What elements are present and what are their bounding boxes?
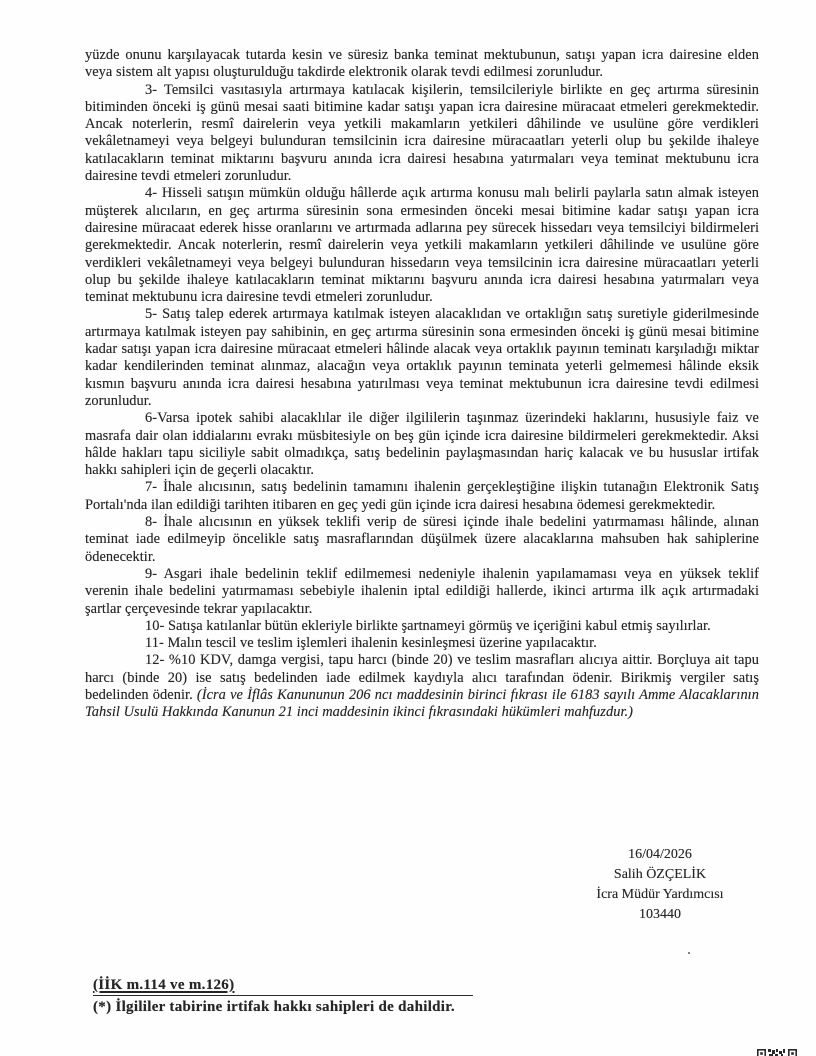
- signatory-title: İcra Müdür Yardımcısı: [596, 887, 724, 902]
- footnote-separator-line: [93, 995, 473, 996]
- signature-date: 16/04/2026: [628, 847, 692, 862]
- numbered-paragraph-7: 7- İhale alıcısının, satış bedelinin tamamını ihalenin gerçekleştiğine ilişkin tutanağın Elektronik Satış Portalı'nda ilan edildiği tarihten itibaren en geç yedi gün içinde icra dairesi hesabına ödemesi gerekmektedir.: [85, 479, 759, 513]
- footnotes: [93, 977, 473, 1015]
- numbered-paragraph-12: [85, 652, 759, 721]
- footnote-law-reference: (İİK m.114 ve m.126): [93, 977, 235, 993]
- numbered-paragraph-5: 5- Satış talep ederek artırmaya katılmak isteyen alacaklıdan ve ortaklığın satış suretiyle giderilmesinde artırmaya katılmak isteyen pay sahibinin, en geç artırma süresinin sona ermesinden önceki iş günü mesai bitimine kadar satışı yapan icra dairesine müracaat etmeleri hâlinde alacak veya ortaklık payının teminatı karşıladığı miktar kadar kendilerinden teminat alınmaz, alacağın veya ortaklık payının teminata yeterli gelmemesi hâlinde eksik kısmın başvuru anında icra dairesi hesabına yatırılması veya teminat mektubunun icra dairesine tevdi edilmesi zorunludur.: [85, 306, 759, 409]
- document-body: [85, 47, 759, 722]
- partial-qr-code-graphic: [757, 1049, 797, 1056]
- signature-block: [520, 845, 800, 925]
- footnote-note: (*) İlgililer tabirine irtifak hakkı sahipleri de dahildir.: [93, 999, 455, 1015]
- numbered-paragraph-8: 8- İhale alıcısının en yüksek teklifi verip de süresi içinde ihale bedelini yatırmaması hâlinde, alınan teminat iade edilmeyip öncelikle satış masraflarından düşülmek üzere alacaklarına mahsuben hak sahiplerine ödenecektir.: [85, 514, 759, 565]
- numbered-paragraph-4: 4- Hisseli satışın mümkün olduğu hâllerde açık artırma konusu malı belirli paylarla satın almak isteyen müşterek alıcıların, en geç artırma süresinin sona ermesinden önceki mesai bitimine kadar satışı yapan icra dairesine müracaat ederek hisse oranlarını ve artırmada adlarına pey sürecek hissedarı veya temsilciyi bildirmeleri gerekmektedir. Ancak noterlerin, resmî dairelerin veya yetkili makamların yetkileri dâhilinde ve usulüne göre verdikleri vekâletnameyi veya belgeyi bulunduran hissedarın veya temsilcinin icra dairesine müracaatları yeterli olup bu şekilde ihaleye katılacakların teminat miktarını başvuru anında icra dairesi hesabına yatırmaları veya teminat mektubunu icra dairesine tevdi etmeleri zorunludur.: [85, 185, 759, 306]
- qr-code-icon: [757, 1049, 797, 1056]
- numbered-paragraph-11: 11- Malın tescil ve teslim işlemleri ihalenin kesinleşmesi üzerine yapılacaktır.: [145, 635, 597, 652]
- signatory-registry-number: 103440: [639, 907, 681, 922]
- signatory-name: Salih ÖZÇELİK: [613, 867, 707, 882]
- numbered-paragraph-9: 9- Asgari ihale bedelinin teklif edilmemesi nedeniyle ihalenin yapılamaması veya en yüksek teklif verenin ihale bedelini yatırmaması sebebiyle ihalenin iptal edildiği hallerde, ikinci artırma ilk açık artırmadaki şartlar çerçevesinde tekrar yapılacaktır.: [85, 565, 759, 617]
- paragraph-12-law-reference: (İcra ve İflâs Kanununun 206 ncı maddesinin birinci fıkrası ile 6183 sayılı Amme Alacaklarının Tahsil Usulü Hakkında Kanunun 21 inci maddesinin ikinci fıkrasındaki hükümleri mahfuzdur.): [85, 686, 759, 721]
- paragraph-12-text: 12- %10 KDV, damga vergisi, tapu harcı (binde 20) ve teslim masrafları alıcıya aittir. Borçluya ait tapu harcı (binde 20) ise satış bedelinden iade edilmek kaydıyla alıcı tarafından ödenir. Birikmiş vergiler satış bedelinden ödenir.: [85, 652, 759, 703]
- numbered-paragraph-3: 3- Temsilci vasıtasıyla artırmaya katılacak kişilerin, temsilcileriyle birlikte en geç artırma süresinin bitiminden önceki iş günü mesai saati bitimine kadar satışı yapan icra dairesine müracaat etmeleri gerekmektedir. Ancak noterlerin, resmî dairelerin veya yetkili makamların yetkileri dâhilinde ve usulüne göre verdikleri vekâletnameyi veya belgeyi bulunduran temsilcinin icra dairesine müracaatları yeterli olup bu şekilde ihaleye katılacakların teminat miktarını başvuru anında icra dairesi hesabına yatırmaları veya teminat mektubunu icra dairesine tevdi etmeleri zorunludur.: [85, 81, 759, 185]
- numbered-paragraph-10: 10- Satışa katılanlar bütün ekleriyle birlikte şartnameyi görmüş ve içeriğini kabul etmiş sayılırlar.: [145, 617, 711, 634]
- scan-speck-artifact: [688, 952, 690, 954]
- numbered-paragraph-6: 6-Varsa ipotek sahibi alacaklılar ile diğer ilgililerin taşınmaz üzerindeki haklarını, hususiyle faiz ve masrafa dair olan iddialarını evrakı müsbitesiyle on beş gün içinde icra dairesine bildirmeleri gerekmektedir. Aksi hâlde hakları tapu siciliyle sabit olmadıkça, satış bedelinin paylaşmasından hariç kalacak ve bu hususlar irtifak hakkı sahipleri için de geçerli olacaktır.: [85, 410, 759, 479]
- continuation-paragraph: yüzde onunu karşılayacak tutarda kesin ve süresiz banka teminat mektubunun, satışı yapan icra dairesine elden veya sistem alt yapısı oluşturulduğu takdirde elektronik olarak tevdi edilmesi zorunludur.: [85, 47, 759, 81]
